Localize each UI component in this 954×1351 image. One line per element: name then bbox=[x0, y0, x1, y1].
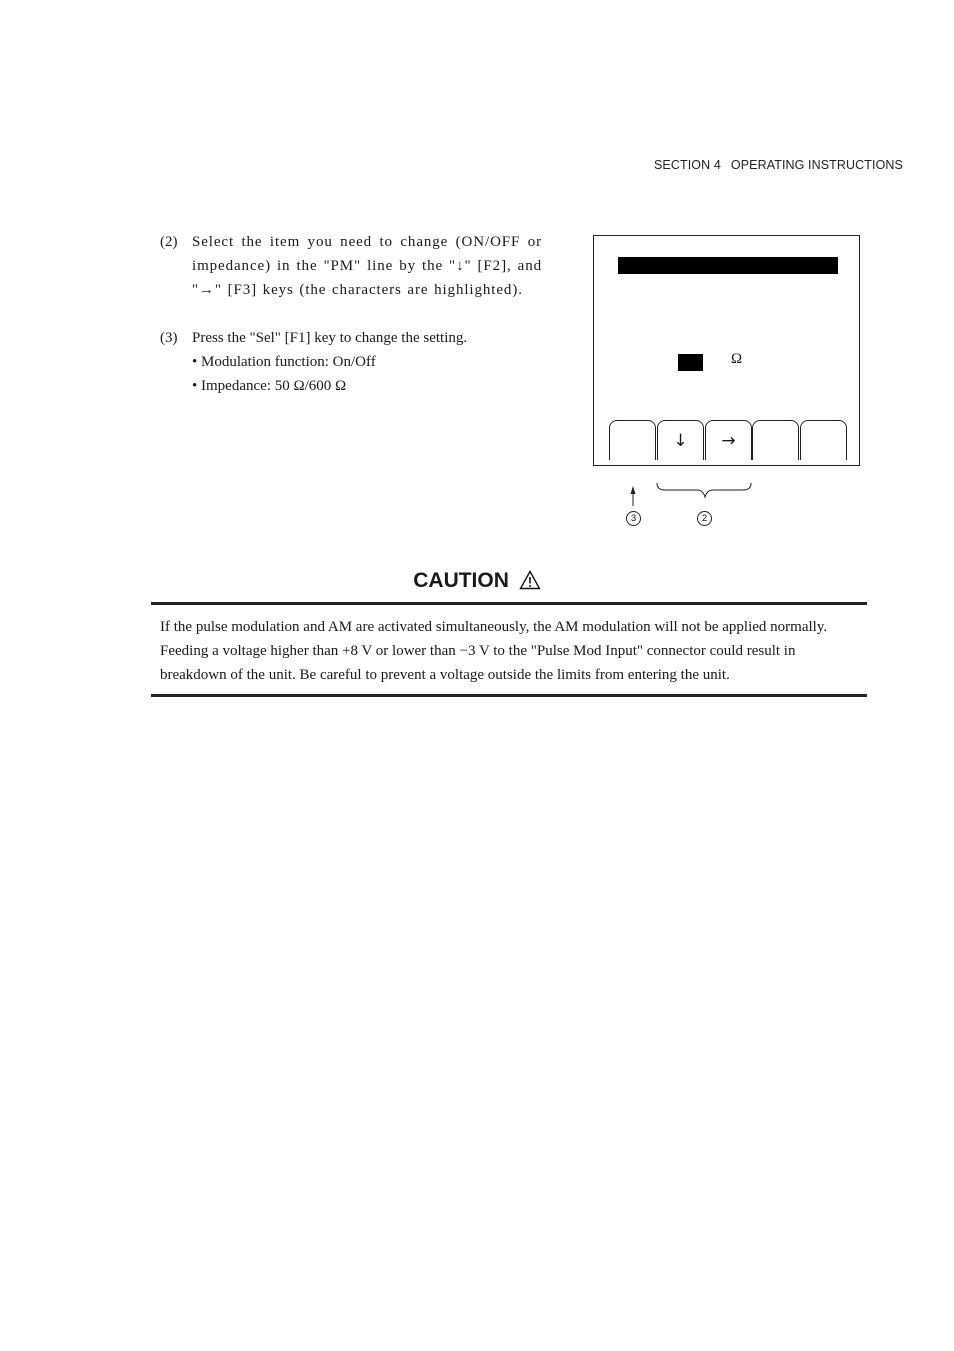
running-header bbox=[654, 158, 903, 172]
caution-text: If the pulse modulation and AM are activated simultaneously, the AM modulation will not be applied normally. Feeding a voltage higher than +8 V or lower than −3 V to the "Pulse Mod Input" connector could result in breakdown of the unit. Be careful to prevent a voltage outside the limits from entering the unit. bbox=[160, 619, 828, 683]
procedure-steps bbox=[160, 230, 542, 398]
function-key-f3-right-arrow[interactable]: → bbox=[705, 420, 752, 460]
step-number: (2) bbox=[160, 234, 178, 250]
function-key-f4[interactable] bbox=[752, 420, 799, 460]
highlighted-field bbox=[678, 354, 703, 371]
step-text: Press the "Sel" [F1] key to change the setting. bbox=[192, 330, 468, 346]
step-3 bbox=[160, 326, 542, 398]
caution-top-rule bbox=[151, 602, 867, 605]
function-key-f2-down-arrow[interactable]: ↓ bbox=[657, 420, 704, 460]
warning-triangle-icon bbox=[519, 570, 541, 596]
step-number: (3) bbox=[160, 330, 178, 346]
ohm-symbol: Ω bbox=[731, 351, 743, 367]
bullet-impedance: • Impedance: 50 Ω/600 Ω bbox=[192, 378, 347, 394]
caution-box bbox=[160, 615, 860, 687]
function-key-f5[interactable] bbox=[800, 420, 847, 460]
caution-label: CAUTION bbox=[413, 569, 509, 592]
key-callouts bbox=[593, 466, 873, 536]
display-screen-diagram bbox=[593, 235, 860, 466]
step-text: Select the item you need to change (ON/OFF or impedance) in the "PM" line by the "↓" [F2], and "→" [F3] keys (the characters are highlighted). bbox=[192, 234, 542, 298]
step-2 bbox=[160, 230, 542, 302]
function-key-f1[interactable] bbox=[609, 420, 656, 460]
callout-number-f2-f3: 2 bbox=[697, 511, 712, 526]
section-number: SECTION 4 bbox=[653, 158, 721, 172]
caution-bottom-rule bbox=[151, 694, 867, 697]
bullet-modulation-function: • Modulation function: On/Off bbox=[192, 354, 376, 370]
callout-lines bbox=[593, 466, 873, 506]
section-title: OPERATING INSTRUCTIONS bbox=[730, 158, 903, 172]
caution-heading bbox=[0, 569, 954, 596]
highlighted-title-bar bbox=[618, 257, 838, 274]
callout-number-f1: 3 bbox=[626, 511, 641, 526]
